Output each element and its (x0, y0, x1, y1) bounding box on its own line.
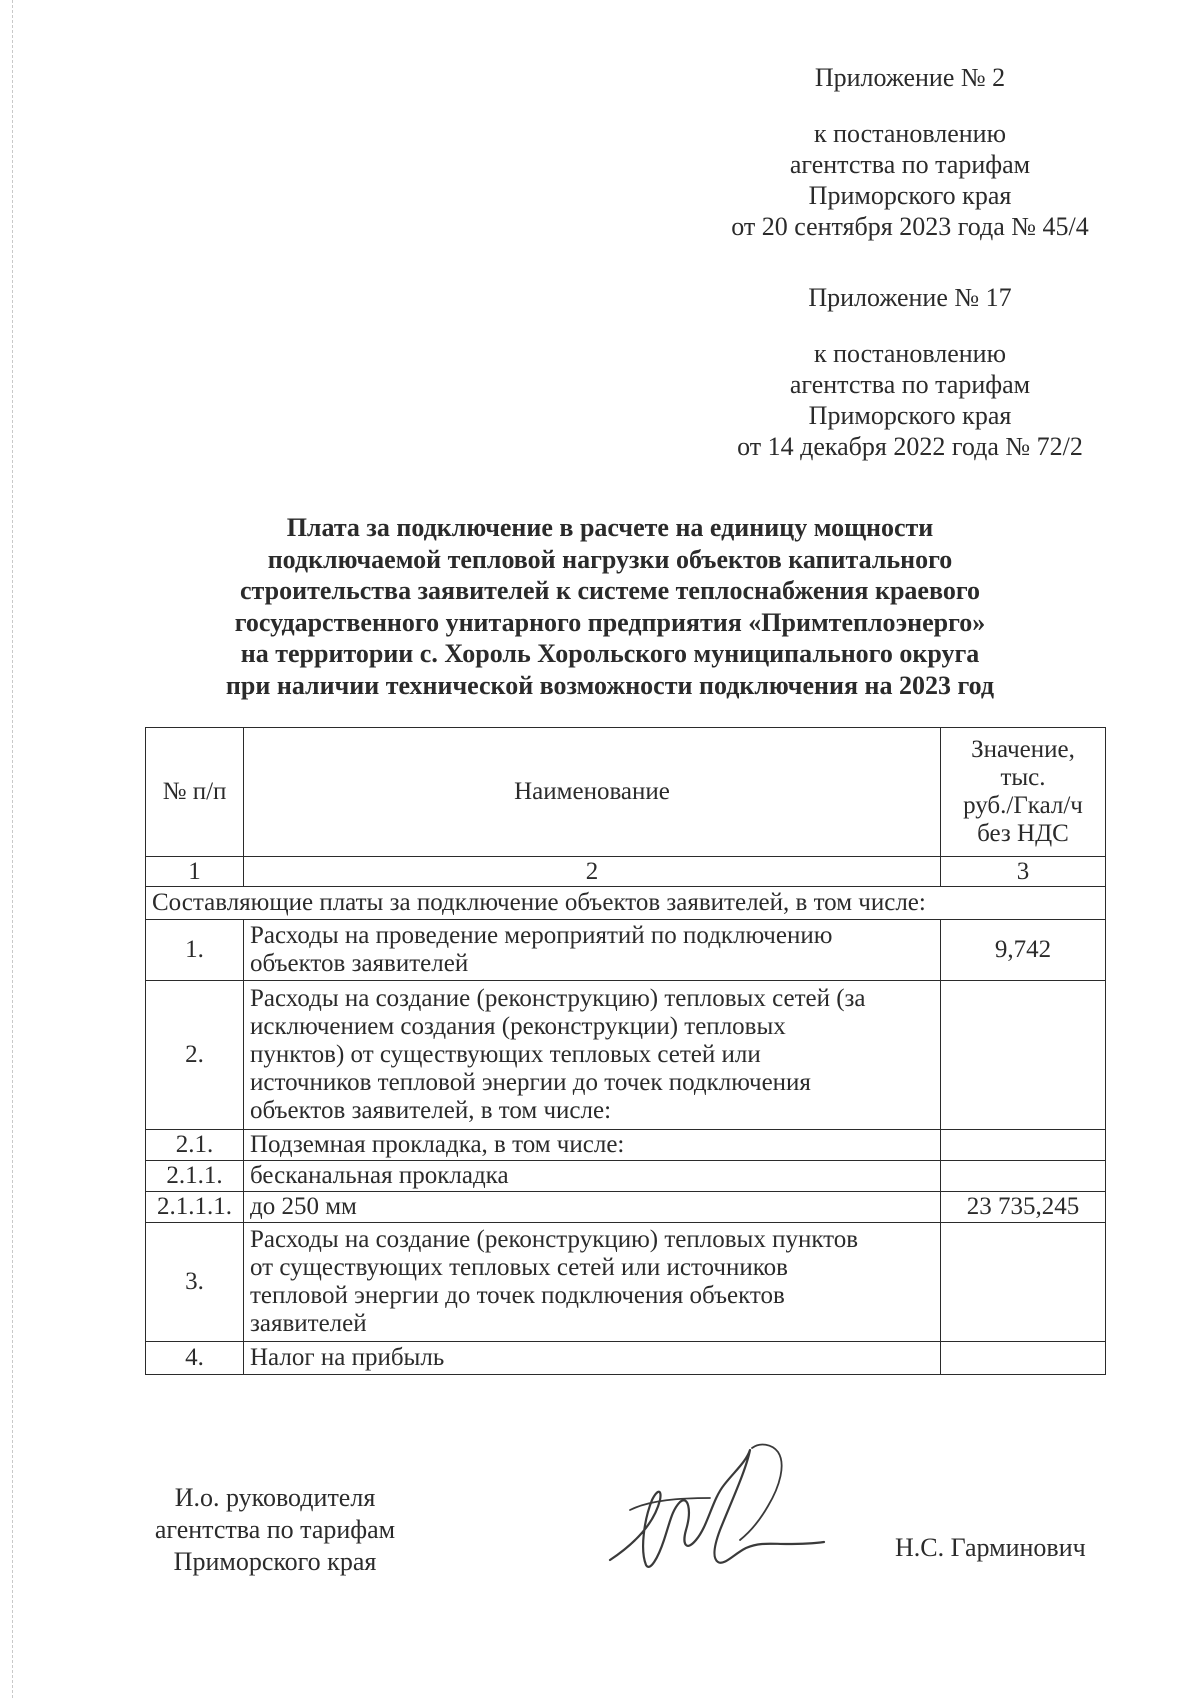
row-name (244, 981, 941, 1130)
row-name (244, 920, 941, 981)
row-name-line: исключением создания (реконструкции) тепловых (250, 1013, 786, 1040)
appendix-current-block (700, 62, 1120, 242)
document-title (150, 512, 1070, 701)
table-row (146, 1130, 1106, 1161)
title-line: подключаемой тепловой нагрузки объектов капитального (267, 544, 953, 574)
header-value-line: тыс. (1000, 764, 1046, 791)
appendix-date-line: от 20 сентября 2023 года № 45/4 (731, 212, 1089, 241)
row-name-line: Расходы на создание (реконструкцию) тепловых сетей (за (250, 985, 866, 1012)
appendix-line: Приморского края (808, 181, 1012, 210)
table-row (146, 1192, 1106, 1223)
title-line: Плата за подключение в расчете на единицу мощности (286, 513, 934, 542)
row-num: 2.1.1.1. (146, 1192, 244, 1223)
row-name-line: заявителей (250, 1310, 367, 1337)
title-line: государственного унитарного предприятия «Примтеплоэнерго» (234, 607, 986, 637)
row-name-line: источников тепловой энергии до точек подключения (250, 1069, 811, 1096)
fee-table (145, 727, 1106, 1375)
column-number: 2 (244, 857, 941, 887)
title-line: на территории с. Хороль Хорольского муниципального округа (240, 639, 980, 668)
row-name-line: объектов заявителей (250, 950, 469, 977)
header-num: № п/п (146, 728, 244, 857)
row-num: 4. (146, 1342, 244, 1375)
row-name (244, 1223, 941, 1342)
title-line: строительства заявителей к системе теплоснабжения краевого (240, 576, 980, 605)
appendix-line: Приморского края (808, 401, 1012, 430)
appendix-line: агентства по тарифам (789, 150, 1031, 179)
signatory-position-line: агентства по тарифам (154, 1515, 396, 1544)
appendix-heading: Приложение № 17 (808, 283, 1012, 312)
table-row (146, 1342, 1106, 1375)
table-row (146, 920, 1106, 981)
row-name: до 250 мм (244, 1192, 941, 1223)
column-number: 3 (941, 857, 1106, 887)
header-value-line: Значение, (971, 736, 1075, 763)
row-name: Подземная прокладка, в том числе: (244, 1130, 941, 1161)
scan-edge-line (12, 0, 13, 1698)
header-value (941, 728, 1106, 857)
appendix-line: к постановлению (813, 119, 1007, 148)
title-line: при наличии технической возможности подключения на 2023 год (225, 670, 995, 700)
row-name: Налог на прибыль (244, 1342, 941, 1375)
appendix-original-block (700, 282, 1120, 462)
row-name-line: Расходы на проведение мероприятий по подключению (250, 922, 833, 949)
row-value (941, 1130, 1106, 1161)
header-value-line: руб./Гкал/ч (963, 792, 1083, 819)
row-num: 1. (146, 920, 244, 981)
row-value: 23 735,245 (941, 1192, 1106, 1223)
row-value (941, 1223, 1106, 1342)
row-name-line: Расходы на создание (реконструкцию) тепловых пунктов (250, 1226, 859, 1253)
signatory-position (130, 1482, 420, 1578)
appendix-heading: Приложение № 2 (814, 63, 1006, 92)
section-row (146, 887, 1106, 920)
header-name: Наименование (244, 728, 941, 857)
appendix-date-line: от 14 декабря 2022 года № 72/2 (737, 432, 1083, 461)
table-row (146, 1223, 1106, 1342)
row-name-line: объектов заявителей, в том числе: (250, 1097, 612, 1124)
row-value (941, 1342, 1106, 1375)
row-value (941, 1161, 1106, 1192)
section-label: Составляющие платы за подключение объектов заявителей, в том числе: (146, 887, 1106, 920)
row-name-line: от существующих тепловых сетей или источников (250, 1254, 788, 1281)
row-num: 2.1. (146, 1130, 244, 1161)
row-name: бесканальная прокладка (244, 1161, 941, 1192)
table-row (146, 981, 1106, 1130)
row-value (941, 981, 1106, 1130)
table-header-row (146, 728, 1106, 857)
row-name-line: тепловой энергии до точек подключения объектов (250, 1282, 785, 1309)
row-num: 2.1.1. (146, 1161, 244, 1192)
appendix-line: к постановлению (813, 339, 1007, 368)
row-name-line: пунктов) от существующих тепловых сетей или (250, 1041, 761, 1068)
signatory-position-line: Приморского края (173, 1547, 377, 1576)
column-number-row (146, 857, 1106, 887)
row-num: 3. (146, 1223, 244, 1342)
header-value-line: без НДС (977, 820, 1069, 847)
table-row (146, 1161, 1106, 1192)
signatory-name: Н.С. Гарминович (895, 1533, 1086, 1562)
appendix-line: агентства по тарифам (789, 370, 1031, 399)
row-value: 9,742 (941, 920, 1106, 981)
signatory-position-line: И.о. руководителя (174, 1483, 376, 1512)
handwritten-signature (600, 1440, 830, 1590)
row-num: 2. (146, 981, 244, 1130)
column-number: 1 (146, 857, 244, 887)
